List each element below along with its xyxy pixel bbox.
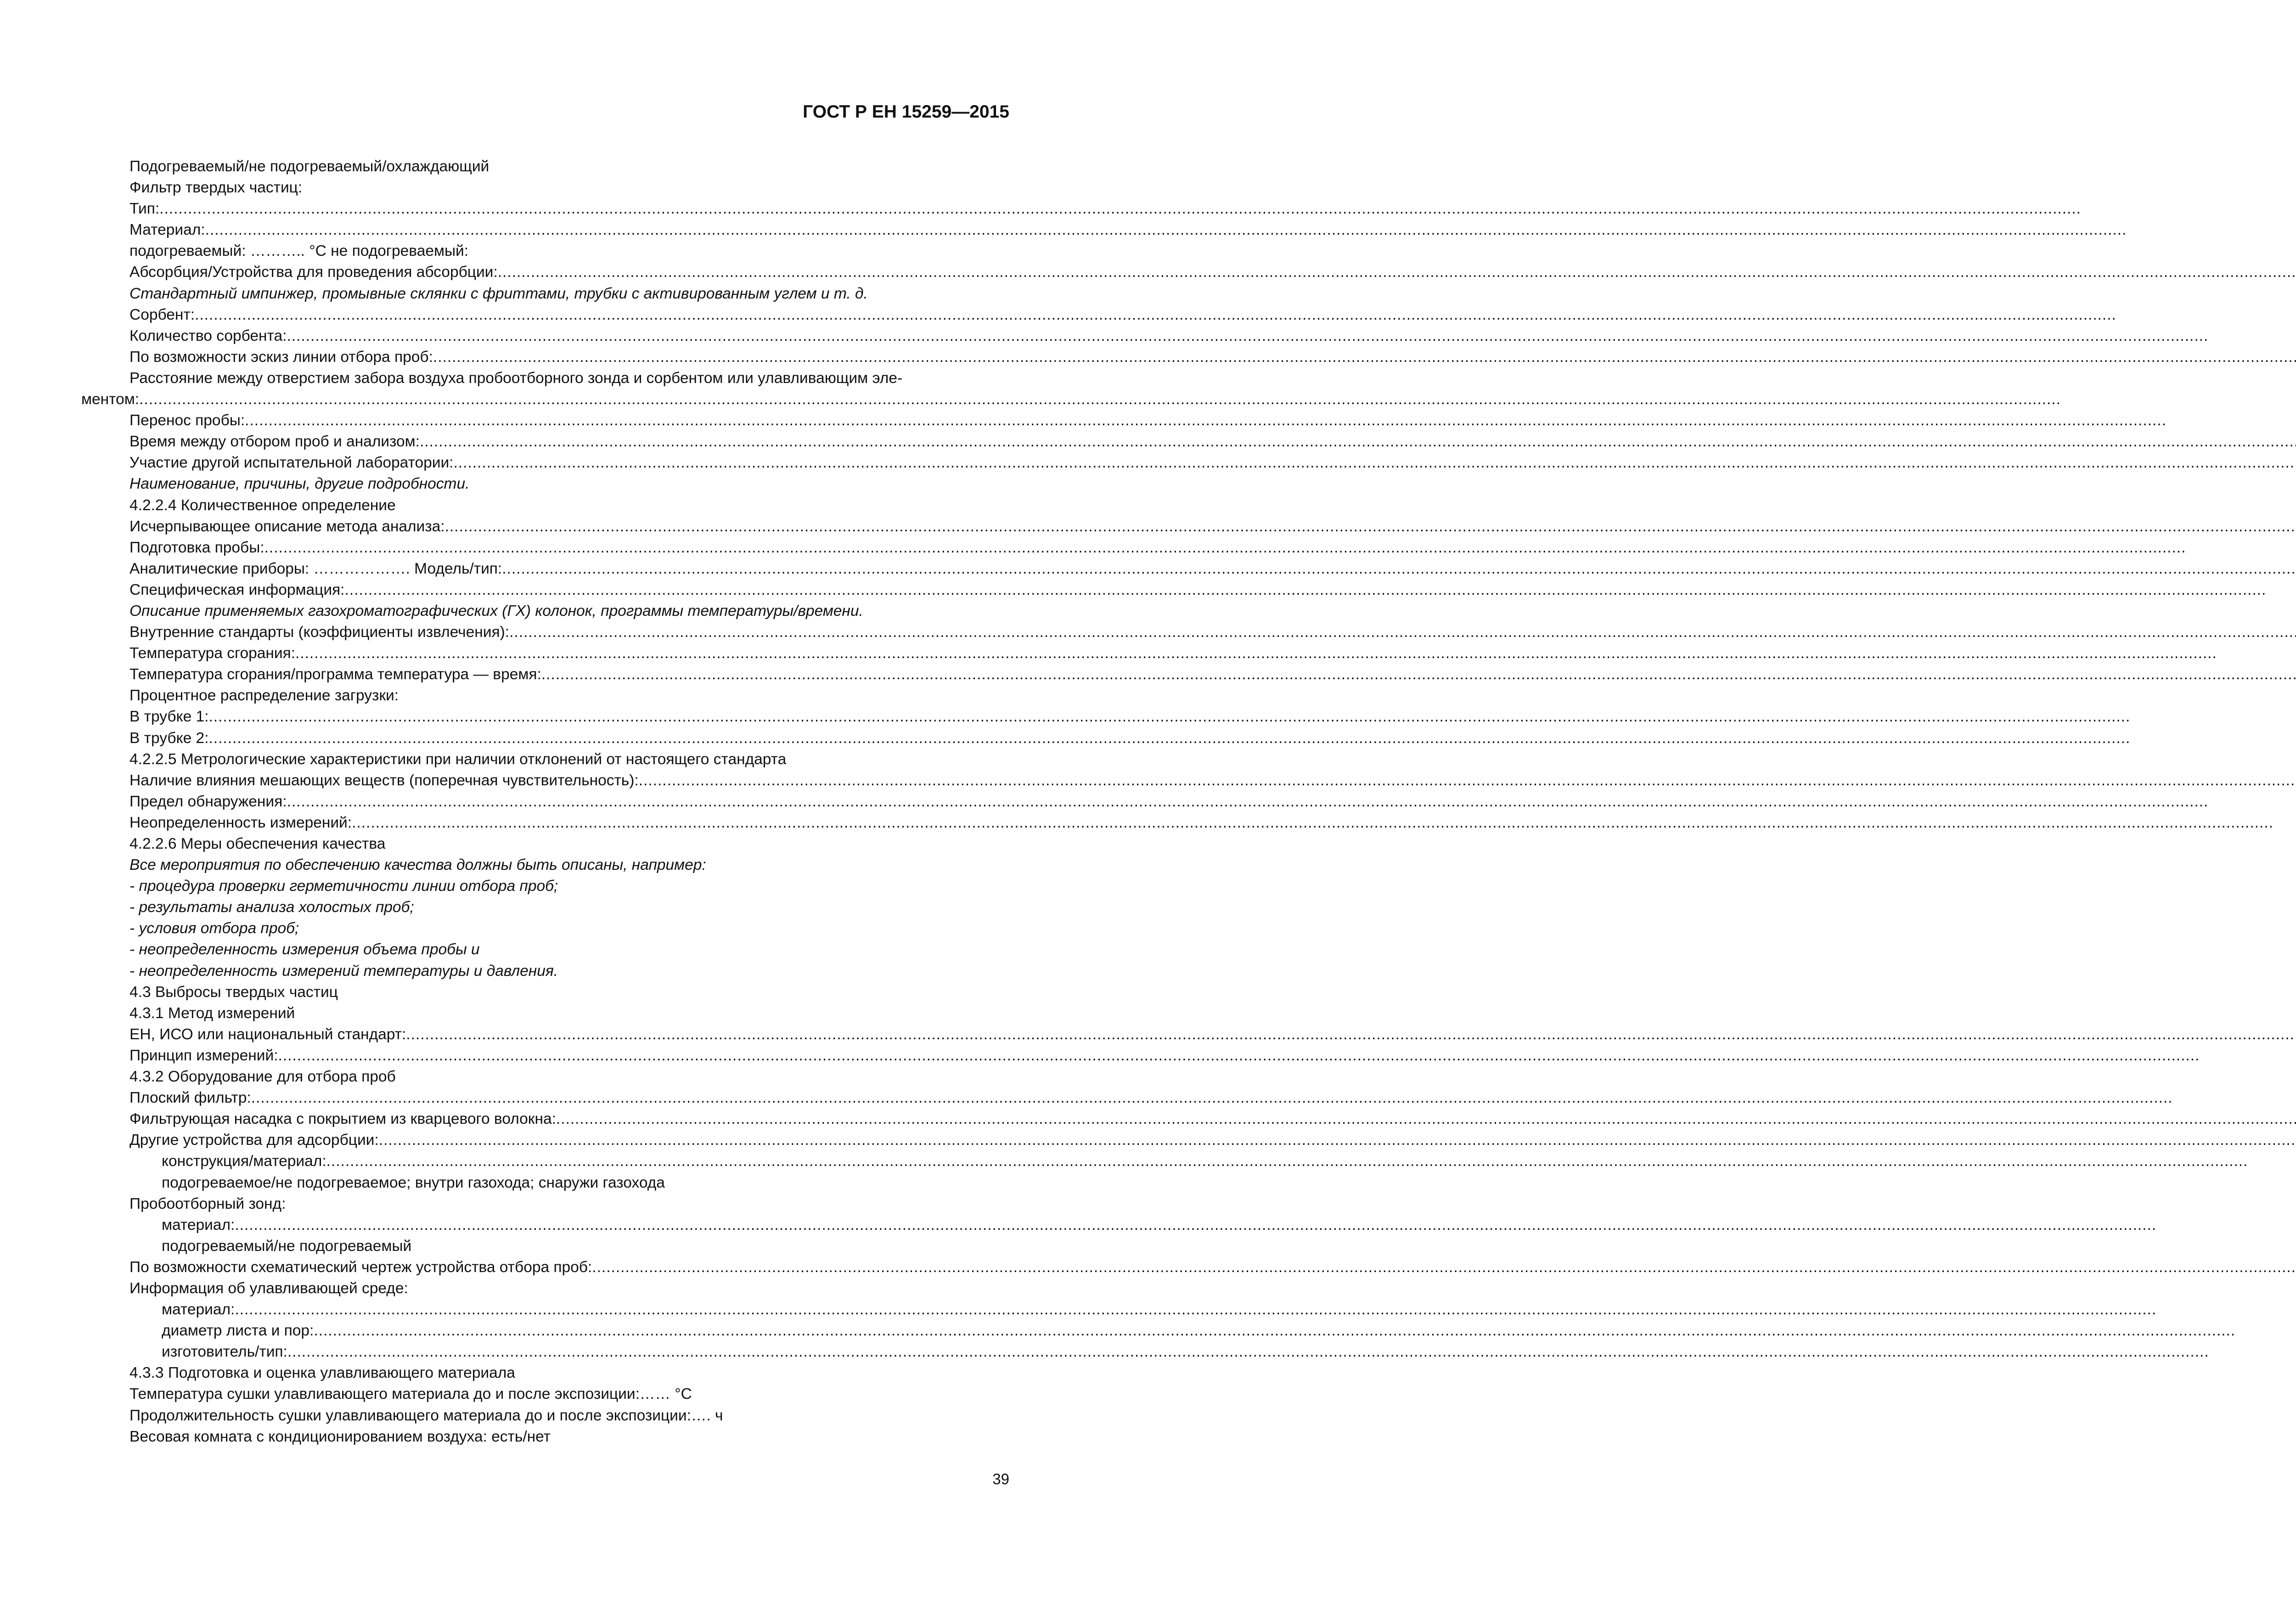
line-label: - процедура проверки герметичности линии отбора проб;	[129, 878, 558, 895]
line-label: подогреваемое/не подогреваемое; внутри газохода; снаружи газохода	[162, 1174, 665, 1191]
form-field-line	[129, 1320, 1009, 1341]
text-line	[129, 897, 1009, 918]
dotted-leader	[195, 304, 2116, 326]
dotted-leader	[278, 1045, 2200, 1066]
line-label: Сорбент:	[129, 306, 195, 323]
line-label: Принцип измерений:	[129, 1047, 278, 1064]
dotted-leader	[345, 580, 2267, 601]
line-label: Информация об улавливающей среде:	[129, 1279, 408, 1297]
text-line	[129, 939, 1009, 960]
text-line	[129, 1194, 1009, 1215]
dotted-leader	[379, 1130, 2296, 1151]
text-line	[129, 1172, 1009, 1194]
form-field-line	[81, 389, 1009, 410]
form-field-line	[129, 1299, 1009, 1320]
text-line	[129, 855, 1009, 876]
dotted-leader	[287, 326, 2208, 347]
dotted-leader	[406, 1024, 2296, 1045]
form-field-line	[129, 431, 1009, 452]
line-label: Исчерпывающее описание метода анализа:	[129, 518, 445, 535]
line-label: Весовая комната с кондиционированием воздуха: есть/нет	[129, 1428, 551, 1445]
text-line	[129, 368, 1009, 389]
form-field-line	[129, 1045, 1009, 1066]
text-line	[129, 1278, 1009, 1299]
dotted-leader	[445, 516, 2296, 537]
form-field-line	[129, 770, 1009, 791]
line-label: Температура сгорания/программа температура — время:	[129, 666, 541, 683]
dotted-leader	[592, 1257, 2296, 1278]
line-label: - неопределенность измерений температуры и давления.	[129, 962, 558, 980]
line-label: 4.3.3 Подготовка и оценка улавливающего материала	[129, 1364, 515, 1382]
text-line	[129, 177, 1009, 198]
line-label: 4.3.2 Оборудование для отбора проб	[129, 1068, 396, 1086]
form-field-line	[129, 537, 1009, 558]
line-label: Подготовка пробы:	[129, 539, 264, 556]
form-field-line	[129, 1341, 1009, 1363]
line-label: Материал:	[129, 221, 205, 239]
line-label: Предел обнаружения:	[129, 793, 287, 810]
text-line	[129, 876, 1009, 897]
form-field-line	[129, 812, 1009, 834]
line-label: Фильтрующая насадка с покрытием из кварцевого волокна:	[129, 1110, 556, 1128]
form-field-line	[129, 1257, 1009, 1278]
form-field-line	[129, 304, 1009, 326]
text-line	[129, 241, 1009, 262]
form-field-line	[129, 728, 1009, 749]
text-line	[129, 982, 1009, 1003]
line-label: Стандартный импинжер, промывные склянки с фриттами, трубки с активированным углем и т. д.	[129, 285, 868, 302]
line-label: изготовитель/тип:	[162, 1343, 287, 1361]
form-field-line	[129, 1130, 1009, 1151]
form-field-line	[129, 1087, 1009, 1109]
text-line	[129, 283, 1009, 304]
line-label: 4.3 Выбросы твердых частиц	[129, 983, 338, 1001]
text-line	[129, 1426, 1009, 1448]
dotted-leader	[287, 791, 2209, 812]
line-label: 4.3.1 Метод измерений	[129, 1004, 295, 1022]
text-line	[129, 1363, 1009, 1384]
dotted-leader	[433, 347, 2296, 368]
line-label: - результаты анализа холостых проб;	[129, 899, 414, 916]
text-line	[129, 601, 1009, 622]
dotted-leader	[295, 643, 2217, 664]
form-field-line	[129, 347, 1009, 368]
line-label: подогреваемый/не подогреваемый	[162, 1237, 412, 1255]
form-field-line	[129, 1215, 1009, 1236]
line-label: Перенос пробы:	[129, 412, 245, 429]
form-field-line	[129, 326, 1009, 347]
line-label: Температура сушки улавливающего материала до и после экспозиции:…… °С	[129, 1386, 692, 1403]
line-label: материал:	[162, 1216, 235, 1234]
dotted-leader	[502, 558, 2296, 580]
text-line	[129, 834, 1009, 855]
line-label: Время между отбором проб и анализом:	[129, 433, 420, 451]
text-line	[129, 1405, 1009, 1426]
line-label: Абсорбция/Устройства для проведения абсорбции:	[129, 264, 498, 281]
form-field-line	[129, 558, 1009, 580]
form-field-line	[129, 516, 1009, 537]
dotted-leader	[420, 431, 2296, 452]
line-label: Участие другой испытательной лаборатории:	[129, 454, 454, 472]
line-label: подогреваемый: ……….. °С не подогреваемый:	[129, 242, 469, 260]
line-label: материал:	[162, 1301, 235, 1318]
dotted-leader	[251, 1087, 2173, 1109]
dotted-leader	[159, 198, 2081, 220]
text-line	[129, 1066, 1009, 1087]
dotted-leader	[509, 622, 2296, 643]
dotted-leader	[264, 537, 2186, 558]
line-label: Наличие влияния мешающих веществ (поперечная чувствительность):	[129, 772, 639, 789]
line-label: Все мероприятия по обеспечению качества должны быть описаны, например:	[129, 856, 706, 874]
text-line	[129, 473, 1009, 495]
line-label: По возможности схематический чертеж устройства отбора проб:	[129, 1258, 592, 1276]
document-header-title: ГОСТ Р ЕН 15259—2015	[803, 102, 1009, 122]
form-field-line	[129, 1024, 1009, 1045]
text-line	[129, 749, 1009, 770]
line-label: Расстояние между отверстием забора воздуха пробоотборного зонда и сорбентом или улавливающим эле-	[129, 369, 903, 387]
line-label: Неопределенность измерений:	[129, 814, 352, 831]
dotted-leader	[139, 389, 2061, 410]
line-label: Фильтр твердых частиц:	[129, 179, 303, 197]
form-lines	[81, 156, 1009, 1448]
line-label: Другие устройства для адсорбции:	[129, 1132, 379, 1149]
form-field-line	[129, 664, 1009, 685]
line-label: По возможности эскиз линии отбора проб:	[129, 348, 433, 366]
text-line	[129, 918, 1009, 939]
form-field-line	[129, 262, 1009, 283]
line-label: Наименование, причины, другие подробности.	[129, 475, 470, 493]
line-label: Плоский фильтр:	[129, 1089, 251, 1107]
dotted-leader	[245, 410, 2167, 431]
line-label: 4.2.2.6 Меры обеспечения качества	[129, 835, 386, 852]
form-field-line	[129, 622, 1009, 643]
form-field-line	[129, 220, 1009, 241]
line-label: - условия отбора проб;	[129, 920, 299, 937]
line-label: Подогреваемый/не подогреваемый/охлаждающий	[129, 158, 490, 175]
line-label: В трубке 2:	[129, 729, 209, 747]
dotted-leader	[235, 1299, 2156, 1320]
dotted-leader	[205, 220, 2127, 241]
line-label: диаметр листа и пор:	[162, 1322, 314, 1340]
dotted-leader	[498, 262, 2296, 283]
line-label: Пробоотборный зонд:	[129, 1195, 286, 1212]
form-field-line	[129, 791, 1009, 812]
form-field-line	[129, 1151, 1009, 1172]
form-field-line	[129, 706, 1009, 727]
dotted-leader	[287, 1341, 2209, 1363]
dotted-leader	[314, 1320, 2235, 1341]
dotted-leader	[235, 1215, 2156, 1236]
line-label: В трубке 1:	[129, 708, 209, 726]
line-label: ментом:	[81, 391, 140, 408]
line-label: Температура сгорания:	[129, 645, 295, 662]
form-field-line	[129, 643, 1009, 664]
form-field-line	[129, 580, 1009, 601]
line-label: Продолжительность сушки улавливающего материала до и после экспозиции:…. ч	[129, 1407, 723, 1424]
text-line	[129, 1236, 1009, 1257]
form-field-line	[129, 1109, 1009, 1130]
dotted-leader	[326, 1151, 2248, 1172]
dotted-leader	[208, 728, 2130, 749]
line-label: ЕН, ИСО или национальный стандарт:	[129, 1025, 406, 1043]
dotted-leader	[639, 770, 2296, 791]
line-label: Тип:	[129, 200, 160, 218]
line-label: 4.2.2.5 Метрологические характеристики при наличии отклонений от настоящего стандарта	[129, 750, 787, 768]
dotted-leader	[208, 706, 2130, 727]
line-label: 4.2.2.4 Количественное определение	[129, 496, 396, 514]
text-line	[129, 1384, 1009, 1405]
form-field-line	[129, 410, 1009, 431]
text-line	[129, 156, 1009, 177]
line-label: Описание применяемых газохроматографических (ГХ) колонок, программы температуры/времени.	[129, 602, 863, 620]
dotted-leader	[556, 1109, 2296, 1130]
text-line	[129, 1003, 1009, 1024]
line-label: Процентное распределение загрузки:	[129, 687, 399, 704]
line-label: Количество сорбента:	[129, 327, 287, 344]
line-label: Внутренние стандарты (коэффициенты извлечения):	[129, 624, 510, 641]
line-label: Специфическая информация:	[129, 581, 345, 598]
dotted-leader	[541, 664, 2296, 685]
line-label: Аналитические приборы: ………………. Модель/тип:	[129, 560, 502, 577]
form-field-line	[129, 452, 1009, 473]
form-field-line	[129, 198, 1009, 220]
document-page	[0, 0, 1139, 1611]
line-label: - неопределенность измерения объема пробы и	[129, 941, 480, 958]
text-line	[129, 961, 1009, 982]
page-number: 39	[992, 1470, 1009, 1487]
dotted-leader	[453, 452, 2296, 473]
text-line	[129, 495, 1009, 516]
text-line	[129, 685, 1009, 706]
dotted-leader	[352, 812, 2273, 834]
line-label: конструкция/материал:	[162, 1153, 326, 1170]
